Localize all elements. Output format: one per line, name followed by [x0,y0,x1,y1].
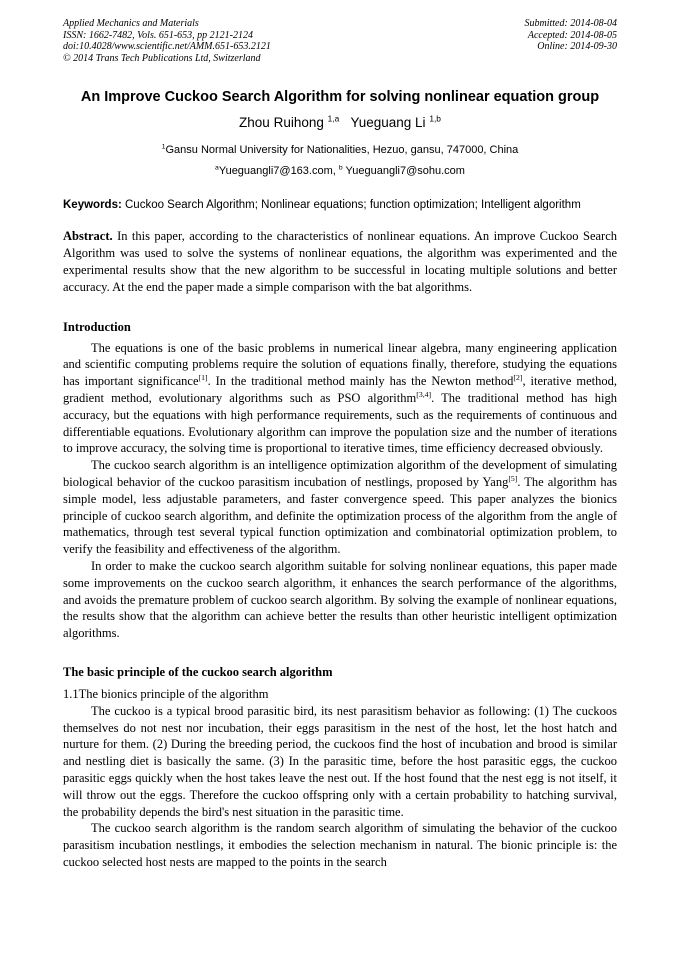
introduction-paragraph-2: The cuckoo search algorithm is an intelligence optimization algorithm of the development of simulating biological behavior of the cuckoo parasitism incubation of nestlings, proposed by Yang[5]. The algorithm has simple model, less adjustable parameters, and faster convergence speed. This paper analyzes the bionics principle of cuckoo search algorithm, and definite the optimization process of the algorithm from the angle of mathematics, through test several typical function optimization and combinatorial optimization problem, to verify the feasibility and effectiveness of the algorithm. [63,458,617,557]
principle-paragraph-1: The cuckoo is a typical brood parasitic bird, its nest parasitism behavior as following: (1) The cuckoos themselves do not nest nor incubation, their eggs parasitism in the nest of the host, let the host hatch and nurture for them. (2) During the breeding period, the cuckoos find the host of incubation and brood is similar and nestling diet is basically the same. (3) In the parasitic time, before the host parasitic eggs, the cuckoo parasitic eggs quickly when the host takes leave the nest out. If the host found that the nest egg is not itself, it will throw out the eggs. Therefore the cuckoo offspring only with a certain probability to hatching survival, the probability depends the bird's nest situation in the parasitic time. [63,703,617,819]
journal-issn: ISSN: 1662-7482, Vols. 651-653, pp 2121-2124 [63,29,253,41]
introduction-paragraph-1: The equations is one of the basic problems in numerical linear algebra, many engineering application and scientific computing problems require the solution of equations finally, therefore, studying the equations has important significance[1]. In the traditional method mainly has the Newton method[2], iterative method, gradient method, evolutionary algorithms such as PSO algorithm[3,4]. The traditional method has high accuracy, but the equations with high performance requirements, such as the requirements of continuous and differentiable equations. Evolutionary algorithm can improve the population size and the number of iterations to improve accuracy, the solving time is proportional to iterative times, time efficiency decreased obviously. [63,340,617,456]
paper-title: An Improve Cuckoo Search Algorithm for solving nonlinear equation group [80,89,600,106]
abstract-text: In this paper, according to the characteristics of nonlinear equations. An improve Cuckoo Search Algorithm was used to solve the systems of nonlinear equations, the algorithm was experimented and the experimental results show that the new algorithm to be successful in locating multiple solutions and better accuracy. At the end the paper made a simple comparison with the bat algorithms. [63,228,617,295]
journal-info [63,18,271,64]
journal-header [63,18,617,64]
principle-paragraph-2: The cuckoo search algorithm is the random search algorithm of simulating the behavior of the cuckoo parasitism incubation nestlings, it embodies the selection mechanism in natural. The bionic principle is: the cuckoo selected host nests are mapped to the points in the search [63,821,617,869]
introduction-paragraph-3: In order to make the cuckoo search algorithm suitable for solving nonlinear equations, this paper made some improvements on the cuckoo search algorithm, it enhances the search performance of the algorithms, and avoids the premature problem of cuckoo search algorithm. By solving the example of nonlinear equations, the results show that the algorithm can achieve better the results than other heuristic intelligent optimization algorithms. [63,559,617,641]
subsection-heading-bionics: 1.1The bionics principle of the algorithm [63,687,269,702]
section-heading-introduction: Introduction [63,319,131,334]
section-heading-basic-principle: The basic principle of the cuckoo search algorithm [63,665,333,680]
author-emails: $^a$Yueguangli7@163.com, $^b$ Yueguangli7@sohu.com [215,164,465,178]
affiliation-line: $^1$Gansu Normal University for Nationalities, Hezuo, gansu, 747000, China [161,143,519,157]
online-date: Online: 2014-09-30 [537,41,617,53]
journal-name: Applied Mechanics and Materials [63,18,199,29]
abstract-label: Abstract. [63,228,113,243]
submitted-date: Submitted: 2014-08-04 [524,18,617,29]
submission-dates [525,18,618,64]
keywords-text: Cuckoo Search Algorithm; Nonlinear equations; function optimization; Intelligent algorithm [121,199,581,212]
journal-doi: doi:10.4028/www.scientific.net/AMM.651-653.2121 [63,41,271,53]
authors-line: Zhou Ruihong $^{1,a}$ Yueguang Li $^{1,b}$ [239,113,441,131]
keywords-paragraph [63,198,617,214]
keywords-label: Keywords: [63,199,122,212]
journal-copyright: © 2014 Trans Tech Publications Ltd, Switzerland [63,52,261,64]
abstract-paragraph [63,228,617,297]
accepted-date: Accepted: 2014-08-05 [527,29,617,41]
